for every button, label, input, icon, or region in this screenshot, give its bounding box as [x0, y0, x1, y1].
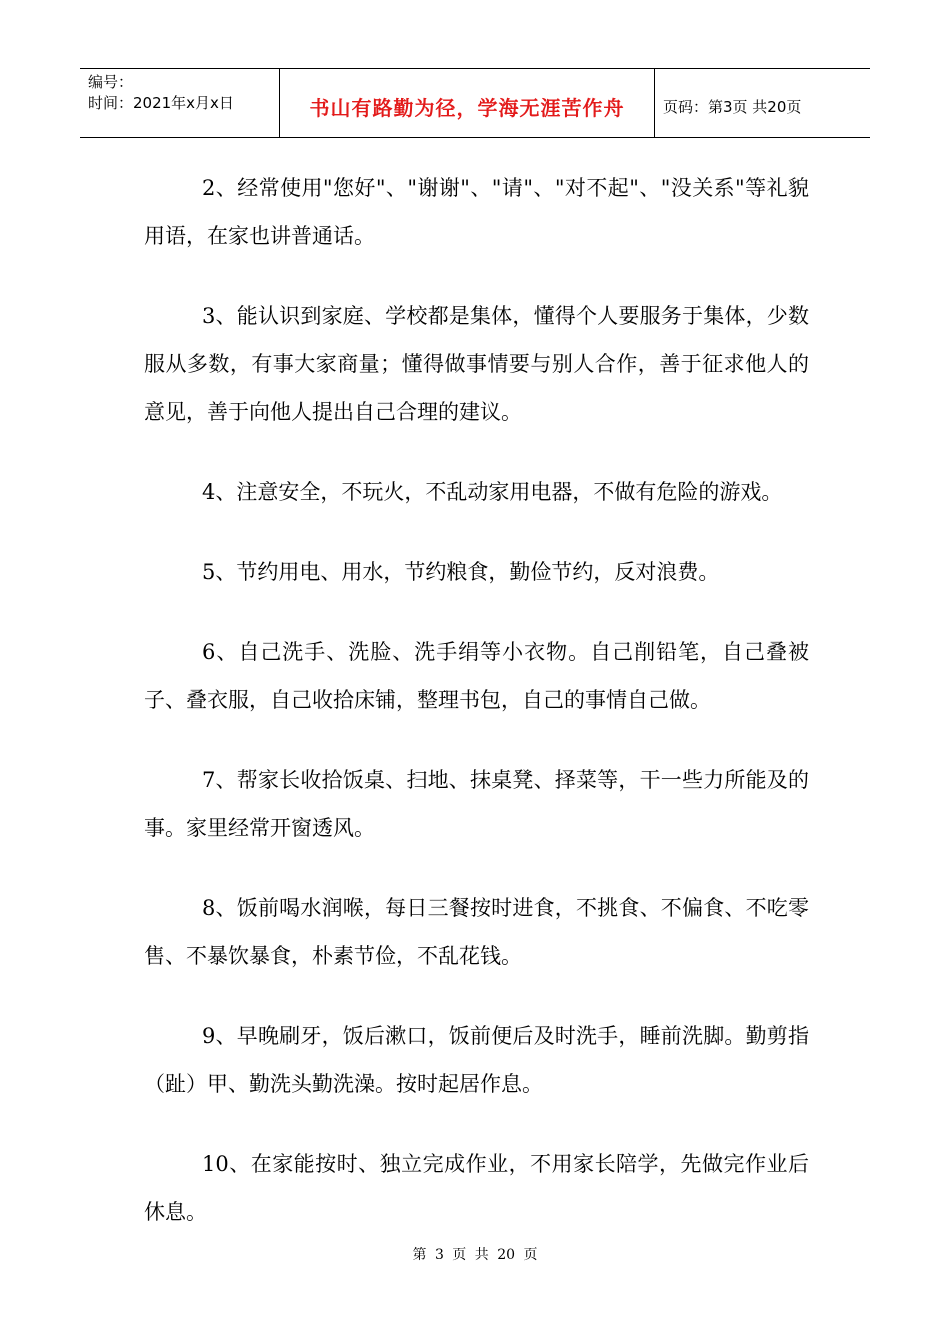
paragraph-item-7: 7、帮家长收拾饭桌、扫地、抹桌凳、择菜等，干一些力所能及的事。家里经常开窗透风。: [144, 768, 809, 840]
document-date: 时间：2021年x月x日: [88, 94, 234, 112]
paragraph-item-9: 9、早晚刷牙，饭后漱口，饭前便后及时洗手，睡前洗脚。勤剪指（趾）甲、勤洗头勤洗澡。按时起居作息。: [144, 1024, 809, 1096]
header-motto-cell: [280, 69, 655, 137]
header-page-cell: [655, 69, 870, 137]
header-page-info: 页码：第3页 共20页: [663, 97, 802, 116]
document-number-label: 编号：: [88, 73, 134, 91]
paragraph-item-10: 10、在家能按时、独立完成作业，不用家长陪学，先做完作业后休息。: [144, 1152, 809, 1224]
paragraph-item-8: 8、饭前喝水润喉，每日三餐按时进食，不挑食、不偏食、不吃零售、不暴饮暴食，朴素节俭，不乱花钱。: [144, 896, 809, 968]
document-body: [144, 164, 809, 1268]
paragraph-item-6: 6、自己洗手、洗脸、洗手绢等小衣物。自己削铅笔，自己叠被子、叠衣服，自己收拾床铺，整理书包，自己的事情自己做。: [144, 640, 809, 712]
page-footer: 第 3 页 共 20 页: [412, 1247, 538, 1263]
paragraph-item-5: 5、节约用电、用水，节约粮食，勤俭节约，反对浪费。: [202, 560, 720, 584]
header-meta-cell: [80, 69, 280, 137]
header-motto: 书山有路勤为径，学海无涯苦作舟: [309, 95, 625, 120]
paragraph-item-3: 3、能认识到家庭、学校都是集体，懂得个人要服务于集体，少数服从多数，有事大家商量；懂得做事情要与别人合作，善于征求他人的意见，善于向他人提出自己合理的建议。: [144, 304, 809, 424]
document-header: [80, 68, 870, 138]
paragraph-item-4: 4、注意安全，不玩火，不乱动家用电器，不做有危险的游戏。: [202, 480, 783, 504]
paragraph-item-2: 2、经常使用"您好"、"谢谢"、"请"、"对不起"、"没关系"等礼貌用语，在家也讲普通话。: [144, 176, 809, 248]
